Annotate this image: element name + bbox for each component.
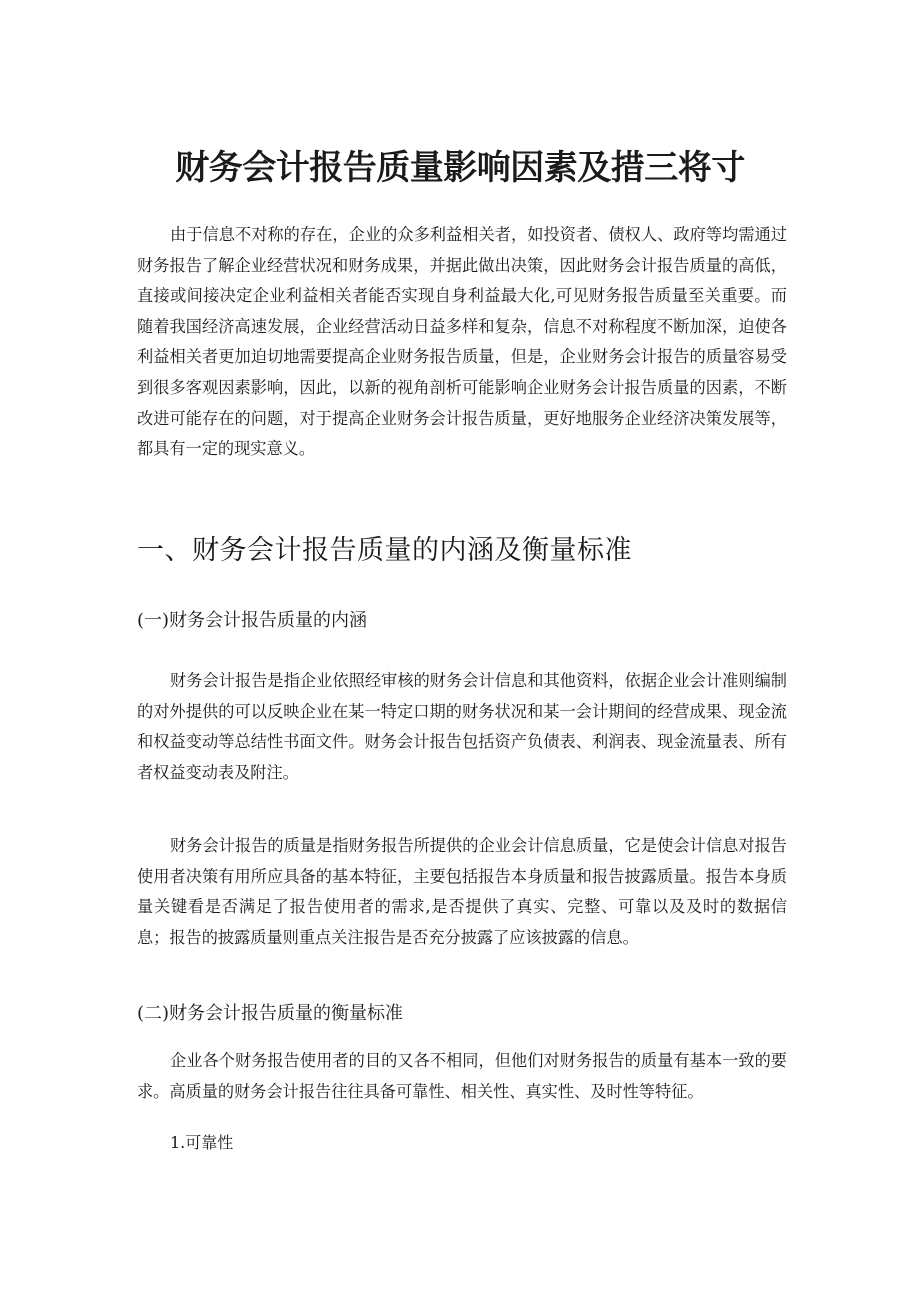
paragraph-definition: 财务会计报告是指企业依照经审核的财务会计信息和其他资料，依据企业会计准则编制的对外提供的可以反映企业在某一特定口期的财务状况和某一会计期间的经营成果、现金流和权益变动等总结性书面文件。财务会计报告包括资产负债表、利润表、现金流量表、所有者权益变动表及附注。 [137, 671, 787, 782]
subsection-heading-2: (二)财务会计报告质量的衡量标准 [137, 1003, 404, 1024]
section-heading-1: 一、财务会计报告质量的内涵及衡量标准 [137, 535, 632, 566]
document-title: 财务会计报告质量影响因素及措三将寸 [175, 148, 745, 188]
subsection-heading-1: (一)财务会计报告质量的内涵 [137, 610, 368, 631]
paragraph-quality: 财务会计报告的质量是指财务报告所提供的企业会计信息质量，它是使会计信息对报告使用者决策有用所应具备的基本特征，主要包括报告本身质量和报告披露质量。报告本身质量关键看是否满足了报告使用者的需求,是否提供了真实、完整、可靠以及及时的数据信息；报告的披露质量则重点关注报告是否充分披露了应该披露的信息。 [137, 836, 787, 947]
list-item-reliability: 1.可靠性 [170, 1133, 234, 1152]
intro-paragraph: 由于信息不对称的存在，企业的众多利益相关者，如投资者、债权人、政府等均需通过财务报告了解企业经营状况和财务成果，并据此做出决策，因此财务会计报告质量的高低，直接或间接决定企业利益相关者能否实现自身利益最大化,可见财务报告质量至关重要。而随着我国经济高速发展，企业经营活动日益多样和复杂，信息不对称程度不断加深，迫使各利益相关者更加迫切地需要提高企业财务报告质量，但是，企业财务会计报告的质量容易受到很多客观因素影响，因此，以新的视角剖析可能影响企业财务会计报告质量的因素，不断改进可能存在的问题，对于提高企业财务会计报告质量，更好地服务企业经济决策发展等，都具有一定的现实意义。 [137, 225, 787, 459]
paragraph-standards: 企业各个财务报告使用者的目的又各不相同，但他们对财务报告的质量有基本一致的要求。高质量的财务会计报告往往具备可靠性、相关性、真实性、及时性等特征。 [137, 1051, 787, 1101]
